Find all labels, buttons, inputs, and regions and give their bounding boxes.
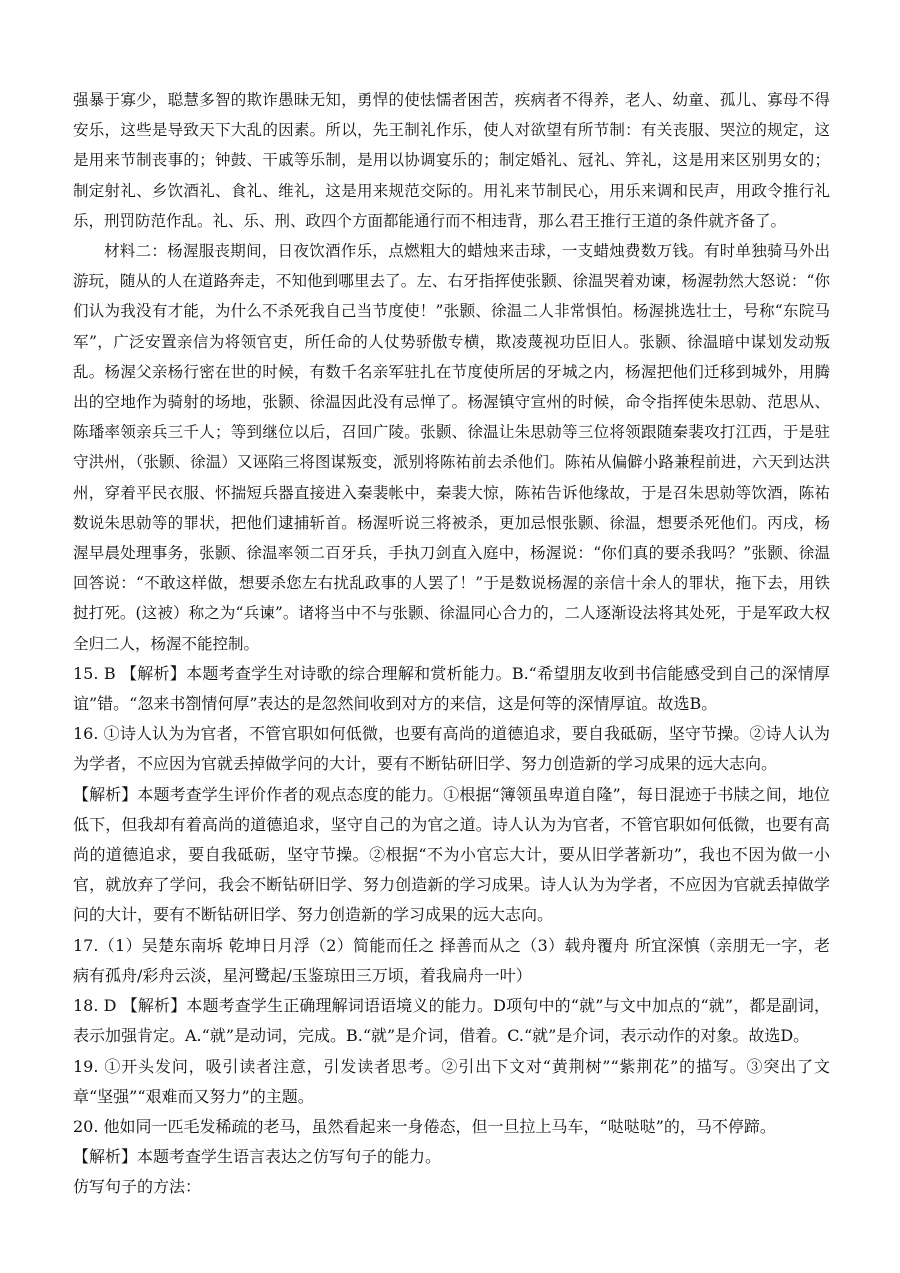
analysis-20: 【解析】本题考查学生语言表达之仿写句子的能力。: [73, 1147, 442, 1167]
answer-15: 15. B 【解析】本题考查学生对诗歌的综合理解和赏析能力。B.“希望朋友收到书信能感受到自己的深情厚谊”错。“忽来书劄情何厚”表达的是忽然间收到对方的来信，这是何等的深情厚谊。故选B。: [73, 663, 830, 714]
paragraph-material-two: 材料二：杨渥服丧期间，日夜饮酒作乐，点燃粗大的蜡烛来击球，一支蜡烛费数万钱。有时单独骑马外出游玩，随从的人在道路奔走，不知他到哪里去了。左、右牙指挥使张颢、徐温哭着劝谏，杨渥勃然大怒说：“你们认为我没有才能，为什么不杀死我自己当节度使！”张颢、徐温二人非常惧怕。杨渥挑选壮士，号称“东院马军”，广泛安置亲信为将领官吏，所任命的人仗势骄傲专横，欺凌蔑视功臣旧人。张颢、徐温暗中谋划发动叛乱。杨渥父亲杨行密在世的时候，有数千名亲军驻扎在节度使所居的牙城之内，杨渥把他们迁移到城外，用腾出的空地作为骑射的场地，张颢、徐温因此没有忌惮了。杨渥镇守宣州的时候，命令指挥使朱思勍、范思从、陈璠率领亲兵三千人；等到继位以后，召回广陵。张颢、徐温让朱思勍等三位将领跟随秦裴攻打江西，于是驻守洪州，（张颢、徐温）又诬陷三将图谋叛变，派别将陈祐前去杀他们。陈祐从偏僻小路兼程前进，六天到达洪州，穿着平民衣服、怀揣短兵器直接进入秦裴帐中，秦裴大惊，陈祐告诉他缘故，于是召朱思勍等饮酒，陈祐数说朱思勍等的罪状，把他们逮捕斩首。杨渥听说三将被杀，更加忌恨张颢、徐温，想要杀死他们。丙戌，杨渥早晨处理事务，张颢、徐温率领二百牙兵，手执刀剑直入庭中，杨渥说：“你们真的要杀我吗？”张颢、徐温回答说：“不敢这样做，想要杀您左右扰乱政事的人罢了！”于是数说杨渥的亲信十余人的罪状，拖下去，用铁挝打死。(这被）称之为“兵谏”。诸将当中不与张颢、徐温同心合力的，二人逐渐设法将其处死，于是军政大权全归二人，杨渥不能控制。: [73, 242, 830, 653]
paragraph-material-one-end: 强暴于寡少，聪慧多智的欺诈愚昧无知，勇悍的使怯懦者困苦，疾病者不得养，老人、幼童、孤儿、寡母不得安乐，这些是导致天下大乱的因素。所以，先王制礼作乐，使人对欲望有所节制：有关丧服、哭泣的规定，这是用来节制丧事的；钟鼓、干戚等乐制，是用以协调宴乐的；制定婚礼、冠礼、笄礼，这是用来区别男女的；制定射礼、乡饮酒礼、食礼、维礼，这是用来规范交际的。用礼来节制民心，用乐来调和民声，用政令推行礼乐，刑罚防范作乱。礼、乐、刑、政四个方面都能通行而不相违背，那么君王推行王道的条件就齐备了。: [73, 91, 830, 230]
answer-20: 20. 他如同一匹毛发稀疏的老马，虽然看起来一身倦态，但一旦拉上马车，“哒哒哒”的，马不停蹄。: [73, 1116, 776, 1136]
answer-19: 19. ①开头发问，吸引读者注意，引发读者思考。②引出下文对“黄荆树”“紫荆花”的描写。③突出了文章“坚强”“艰难而又努力”的主题。: [73, 1056, 830, 1106]
answer-17: 17.（1）吴楚东南坼 乾坤日月浮（2）简能而任之 择善而从之（3）载舟覆舟 所宜深慎（亲朋无一字，老病有孤舟/彩舟云淡，星河鹭起/玉鉴琼田三万顷，着我扁舟一叶）: [73, 935, 830, 985]
answer-18: 18. D 【解析】本题考查学生正确理解词语语境义的能力。D项句中的“就”与文中加点的“就”，都是副词，表示加强肯定。A.“就”是动词，完成。B.“就”是介词，借着。C.“就”是介词，表示动作的对象。故选D。: [73, 996, 830, 1046]
method-heading: 仿写句子的方法：: [73, 1177, 202, 1197]
answer-16: 16. ①诗人认为为官者，不管官职如何低微，也要有高尚的道德追求，要自我砥砺，坚守节操。②诗人认为为学者，不应因为官就丢掉做学问的大计，要有不断钻研旧学、努力创造新的学习成果的远大志向。: [73, 724, 830, 774]
analysis-16: 【解析】本题考查学生评价作者的观点态度的能力。①根据“簿领虽卑道自隆”，每日混迹于书牍之间，地位低下，但我却有着高尚的道德追求，坚守自己的为官之道。诗人认为为官者，不管官职如何低微，也要有高尚的道德追求，要自我砥砺，坚守节操。②根据“不为小官忘大计，要从旧学著新功”，我也不因为做一小官，就放弃了学问，我会不断钻研旧学、努力创造新的学习成果。诗人认为为学者，不应因为官就丢掉做学问的大计，要有不断钻研旧学、努力创造新的学习成果的远大志向。: [73, 784, 830, 925]
